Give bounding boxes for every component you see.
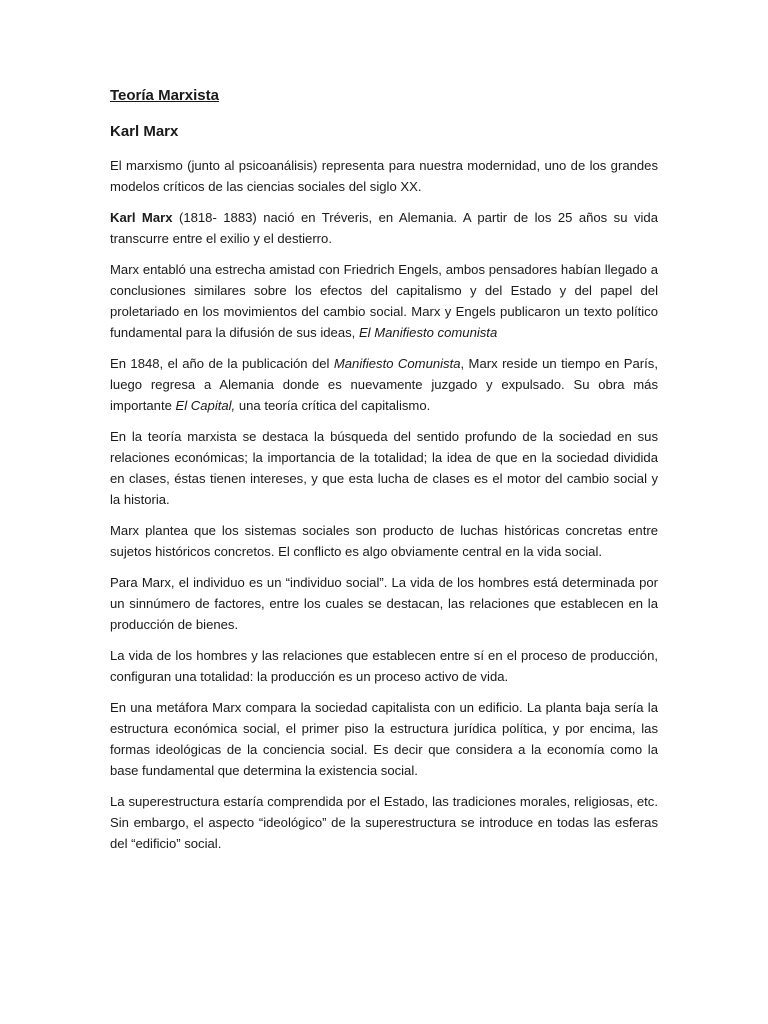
paragraph-italic-text: El Manifiesto comunista (358, 325, 498, 340)
paragraph-bold-text: Karl Marx (110, 210, 173, 225)
paragraph-text: , Marx reside un tiempo en París, luego regresa a Alemania donde es nuevamente juzgado y expulsado. Su obra más importante (110, 356, 658, 413)
paragraph (110, 155, 658, 197)
paragraph-text: En la teoría marxista se destaca la búsqueda del sentido profundo de la sociedad en sus relaciones económicas; la importancia de la totalidad; la idea de que en la sociedad dividida en clases, éstas tienen intereses, y que esta lucha de clases es el motor del cambio social y la historia. (110, 429, 658, 507)
paragraph-text: Marx plantea que los sistemas sociales son producto de luchas históricas concretas entre sujetos históricos concretos. El conflicto es algo obviamente central en la vida social. (110, 523, 658, 559)
document-subtitle: Karl Marx (110, 123, 179, 140)
paragraph-text: En una metáfora Marx compara la sociedad capitalista con un edificio. La planta baja sería la estructura económica social, el primer piso la estructura jurídica política, y por encima, las formas ideológicas de la conciencia social. Es decir que considera a la economía como la base fundamental que determina la existencia social. (110, 700, 658, 778)
paragraph (110, 207, 658, 249)
paragraph-text: En 1848, el año de la publicación del (110, 356, 334, 371)
paragraph-text: La vida de los hombres y las relaciones que establecen entre sí en el proceso de producción, configuran una totalidad: la producción es un proceso activo de vida. (110, 648, 658, 684)
paragraph (110, 426, 658, 510)
paragraph (110, 259, 658, 343)
paragraph (110, 353, 658, 416)
paragraph-text: La superestructura estaría comprendida por el Estado, las tradiciones morales, religiosas, etc. Sin embargo, el aspecto “ideológico” de la superestructura se introduce en todas las esferas del “edificio” social. (110, 794, 658, 851)
paragraph (110, 572, 658, 635)
paragraph-text: (1818- 1883) nació en Tréveris, en Alemania. A partir de los 25 años su vida transcurre entre el exilio y el destierro. (110, 210, 658, 246)
paragraph-text: Marx entabló una estrecha amistad con Friedrich Engels, ambos pensadores habían llegado a conclusiones similares sobre los efectos del capitalismo y del Estado y del papel del proletariado en los movimientos del cambio social. Marx y Engels publicaron un texto político fundamental para la difusión de sus ideas, (110, 262, 658, 340)
document-title: Teoría Marxista (110, 87, 219, 104)
paragraph (110, 520, 658, 562)
paragraph-text: una teoría crítica del capitalismo. (235, 398, 431, 413)
document-body (110, 155, 658, 854)
paragraph (110, 697, 658, 781)
paragraph-italic-text: El Capital, (175, 398, 236, 413)
paragraph (110, 791, 658, 854)
paragraph-text: Para Marx, el individuo es un “individuo social”. La vida de los hombres está determinada por un sinnúmero de factores, entre los cuales se destacan, las relaciones que establecen en la producción de bienes. (110, 575, 658, 632)
paragraph-italic-text: Manifiesto Comunista (333, 356, 461, 371)
paragraph (110, 645, 658, 687)
document-page (110, 86, 658, 864)
paragraph-text: El marxismo (junto al psicoanálisis) representa para nuestra modernidad, uno de los grandes modelos críticos de las ciencias sociales del siglo XX. (110, 158, 658, 194)
